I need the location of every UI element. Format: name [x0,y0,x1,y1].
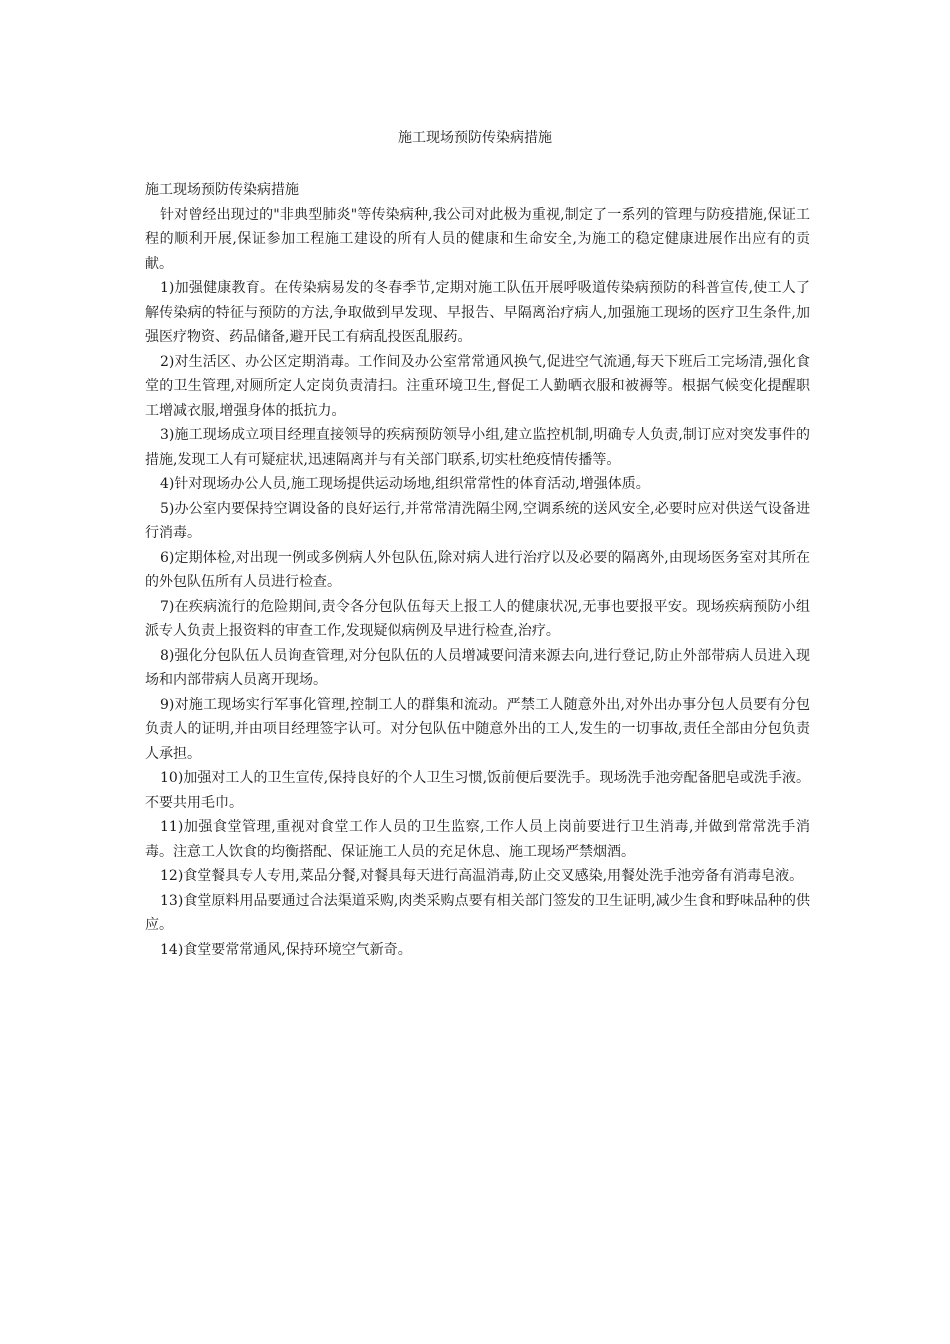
measure-paragraph-4: 4)针对现场办公人员,施工现场提供运动场地,组织常常性的体育活动,增强体质。 [160,476,650,492]
measure-paragraph-11: 11)加强食堂管理,重视对食堂工作人员的卫生监察,工作人员上岗前要进行卫生消毒,并做到常常洗手消毒。注意工人饮食的均衡搭配、保证施工人员的充足休息、施工现场严禁烟酒。 [145,819,810,860]
section-heading: 施工现场预防传染病措施 [145,182,299,198]
intro-paragraph: 针对曾经出现过的"非典型肺炎"等传染病种,我公司对此极为重视,制定了一系列的管理与防疫措施,保证工程的顺利开展,保证参加工程施工建设的所有人员的健康和生命安全,为施工的稳定健康进展作出应有的贡献。 [145,206,810,272]
measure-paragraph-2: 2)对生活区、办公区定期消毒。工作间及办公室常常通风换气,促进空气流通,每天下班后工完场清,强化食堂的卫生管理,对厕所定人定岗负责清扫。注重环境卫生,督促工人勤晒衣服和被褥等。根据气候变化提醒职工增减衣服,增强身体的抵抗力。 [145,353,810,419]
measure-paragraph-1: 1)加强健康教育。在传染病易发的冬春季节,定期对施工队伍开展呼吸道传染病预防的科普宣传,使工人了解传染病的特征与预防的方法,争取做到早发现、早报告、早隔离治疗病人,加强施工现场的医疗卫生条件,加强医疗物资、药品储备,避开民工有病乱投医乱服药。 [145,280,810,345]
document-body [145,178,810,962]
measure-paragraph-7: 7)在疾病流行的危险期间,责令各分包队伍每天上报工人的健康状况,无事也要报平安。现场疾病预防小组派专人负责上报资料的审查工作,发现疑似病例及早进行检查,治疗。 [145,598,810,639]
measure-paragraph-14: 14)食堂要常常通风,保持环境空气新奇。 [160,941,412,958]
measure-paragraph-13: 13)食堂原料用品要通过合法渠道采购,肉类采购点要有相关部门签发的卫生证明,减少生食和野味品种的供应。 [145,892,810,933]
measure-paragraph-12: 12)食堂餐具专人专用,菜品分餐,对餐具每天进行高温消毒,防止交叉感染,用餐处洗手池旁备有消毒皂液。 [160,868,804,884]
measure-paragraph-3: 3)施工现场成立项目经理直接领导的疾病预防领导小组,建立监控机制,明确专人负责,制订应对突发事件的措施,发现工人有可疑症状,迅速隔离并与有关部门联系,切实杜绝疫情传播等。 [145,427,810,468]
measure-paragraph-5: 5)办公室内要保持空调设备的良好运行,并常常清洗隔尘网,空调系统的送风安全,必要时应对供送气设备进行消毒。 [145,500,810,541]
document-title: 施工现场预防传染病措施 [398,130,552,146]
measure-paragraph-6: 6)定期体检,对出现一例或多例病人外包队伍,除对病人进行治疗以及必要的隔离外,由现场医务室对其所在的外包队伍所有人员进行检查。 [145,549,810,590]
measure-paragraph-8: 8)强化分包队伍人员询查管理,对分包队伍的人员增减要问清来源去向,进行登记,防止外部带病人员进入现场和内部带病人员离开现场。 [145,647,810,688]
measure-paragraph-10: 10)加强对工人的卫生宣传,保持良好的个人卫生习惯,饭前便后要洗手。现场洗手池旁配备肥皂或洗手液。不要共用毛巾。 [145,770,810,811]
measure-paragraph-9: 9)对施工现场实行军事化管理,控制工人的群集和流动。严禁工人随意外出,对外出办事分包人员要有分包负责人的证明,并由项目经理签字认可。对分包队伍中随意外出的工人,发生的一切事故,责任全部由分包负责人承担。 [145,696,810,762]
